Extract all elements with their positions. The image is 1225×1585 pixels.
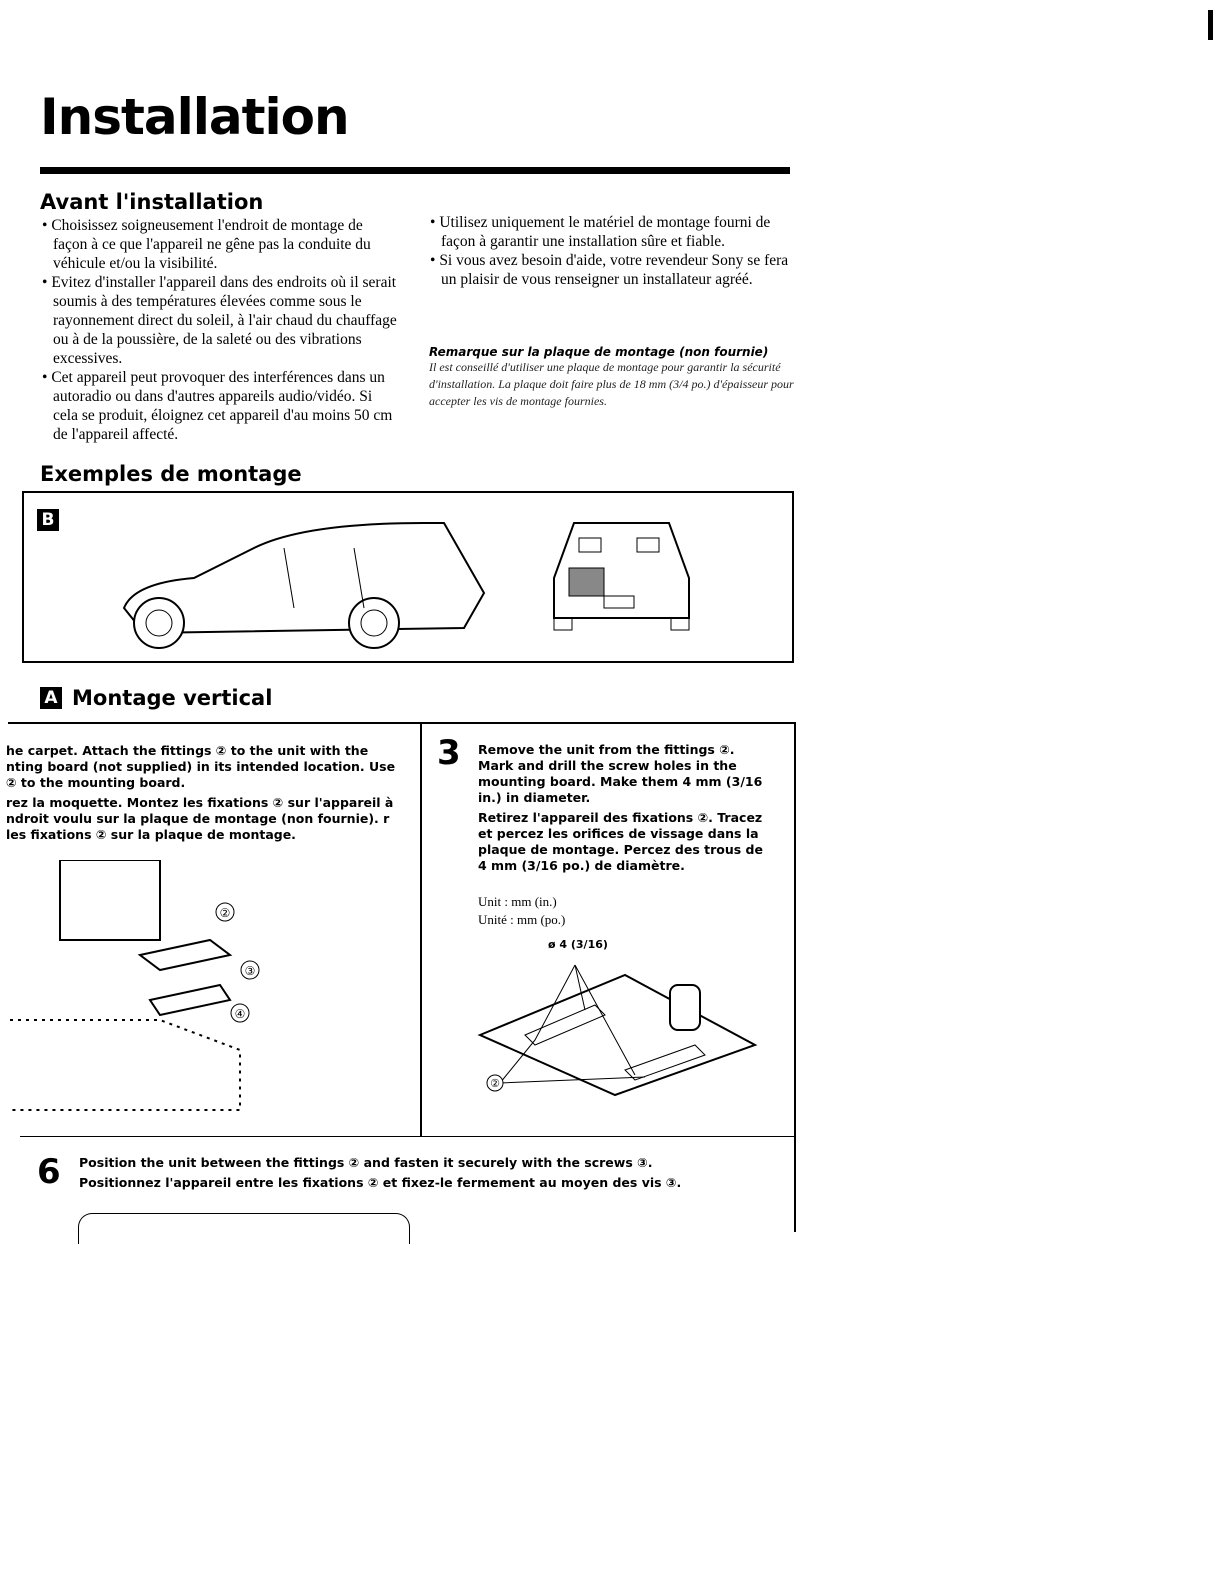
vertical-heading: Montage vertical xyxy=(72,686,273,710)
callout-3: ③ xyxy=(244,964,256,978)
before-right-list xyxy=(428,213,793,289)
step-3-number: 3 xyxy=(437,733,461,773)
list-item: • Choisissez soigneusement l'endroit de montage de façon à ce que l'appareil ne gêne pas la conduite du véhicule et/ou la visibilité. xyxy=(40,216,400,273)
list-item: • Si vous avez besoin d'aide, votre revendeur Sony se fera un plaisir de vous renseigner un installateur agréé. xyxy=(428,251,793,289)
mounting-board-note xyxy=(429,345,794,410)
section-badge: A xyxy=(40,687,62,709)
title-rule xyxy=(40,167,790,174)
unit-fr: Unité : mm (po.) xyxy=(478,912,566,927)
note-body: Il est conseillé d'utiliser une plaque de montage pour garantir la sécurité d'installation. La plaque doit faire plus de 18 mm (3/4 po.) d'épaisseur pour accepter les vis de montage fournies. xyxy=(429,360,794,408)
list-item: • Utilisez uniquement le matériel de montage fourni de façon à garantir une installation sûre et fiable. xyxy=(428,213,793,251)
step-6-number: 6 xyxy=(37,1152,61,1192)
step-6-en: Position the unit between the fittings ② and fasten it securely with the screws ③. xyxy=(79,1155,653,1170)
hole-dimension: ø 4 (3/16) xyxy=(548,938,608,951)
step-left-en: he carpet. Attach the fittings ② to the unit with the nting board (not supplied) in its intended location. Use ② to the mounting board. xyxy=(6,743,396,790)
unit-en: Unit : mm (in.) xyxy=(478,894,557,909)
callout-2: ② xyxy=(490,1078,500,1090)
step-3-text xyxy=(478,742,768,874)
unit-labels xyxy=(478,893,565,929)
drilling-illustration xyxy=(475,955,765,1105)
before-heading: Avant l'installation xyxy=(40,190,264,214)
list-item: • Cet appareil peut provoquer des interférences dans un autoradio ou dans d'autres appareils audio/vidéo. Si cela se produit, éloignez cet appareil d'au moins 50 cm de l'appareil affecté. xyxy=(40,368,400,444)
callout-2: ② xyxy=(219,906,231,920)
step-3-fr: Retirez l'appareil des fixations ②. Tracez et percez les orifices de vissage dans la plaque de montage. Percez des trous de 4 mm (3/16 po.) de diamètre. xyxy=(478,810,763,873)
car-side-illustration xyxy=(104,518,504,653)
page-title: Installation xyxy=(40,88,349,146)
examples-figure xyxy=(22,491,794,663)
column-divider xyxy=(420,722,422,1137)
examples-heading: Exemples de montage xyxy=(40,462,302,486)
section-rule xyxy=(8,722,794,724)
fittings-illustration xyxy=(10,860,260,1125)
car-rear-illustration xyxy=(549,518,699,638)
step-3-en: Remove the unit from the fittings ②. Mark and drill the screw holes in the mounting board. Make them 4 mm (3/16 in.) in diameter. xyxy=(478,742,763,805)
step-left-text xyxy=(6,743,396,843)
note-heading: Remarque sur la plaque de montage (non fournie) xyxy=(429,345,769,359)
callout-4: ④ xyxy=(234,1007,246,1021)
step-6-fr: Positionnez l'appareil entre les fixations ② et fixez-le fermement au moyen des vis ③. xyxy=(79,1175,682,1190)
right-border xyxy=(794,722,796,1232)
vertical-heading-row xyxy=(40,686,272,710)
step-left-fr: rez la moquette. Montez les fixations ② sur l'appareil à ndroit voulu sur la plaque de montage (non fournie). r les fixations ② sur la plaque de montage. xyxy=(6,795,394,842)
before-left-list xyxy=(40,216,400,444)
edge-mark xyxy=(1208,10,1213,40)
step-6-text xyxy=(79,1153,759,1193)
next-figure-frame xyxy=(78,1213,410,1244)
row-divider xyxy=(20,1136,796,1137)
figure-badge: B xyxy=(37,509,59,531)
list-item: • Evitez d'installer l'appareil dans des endroits où il serait soumis à des températures élevées comme sous le rayonnement direct du soleil, à l'air chaud du chauffage ou à de la poussière, de la saleté ou des vibrations excessives. xyxy=(40,273,400,368)
